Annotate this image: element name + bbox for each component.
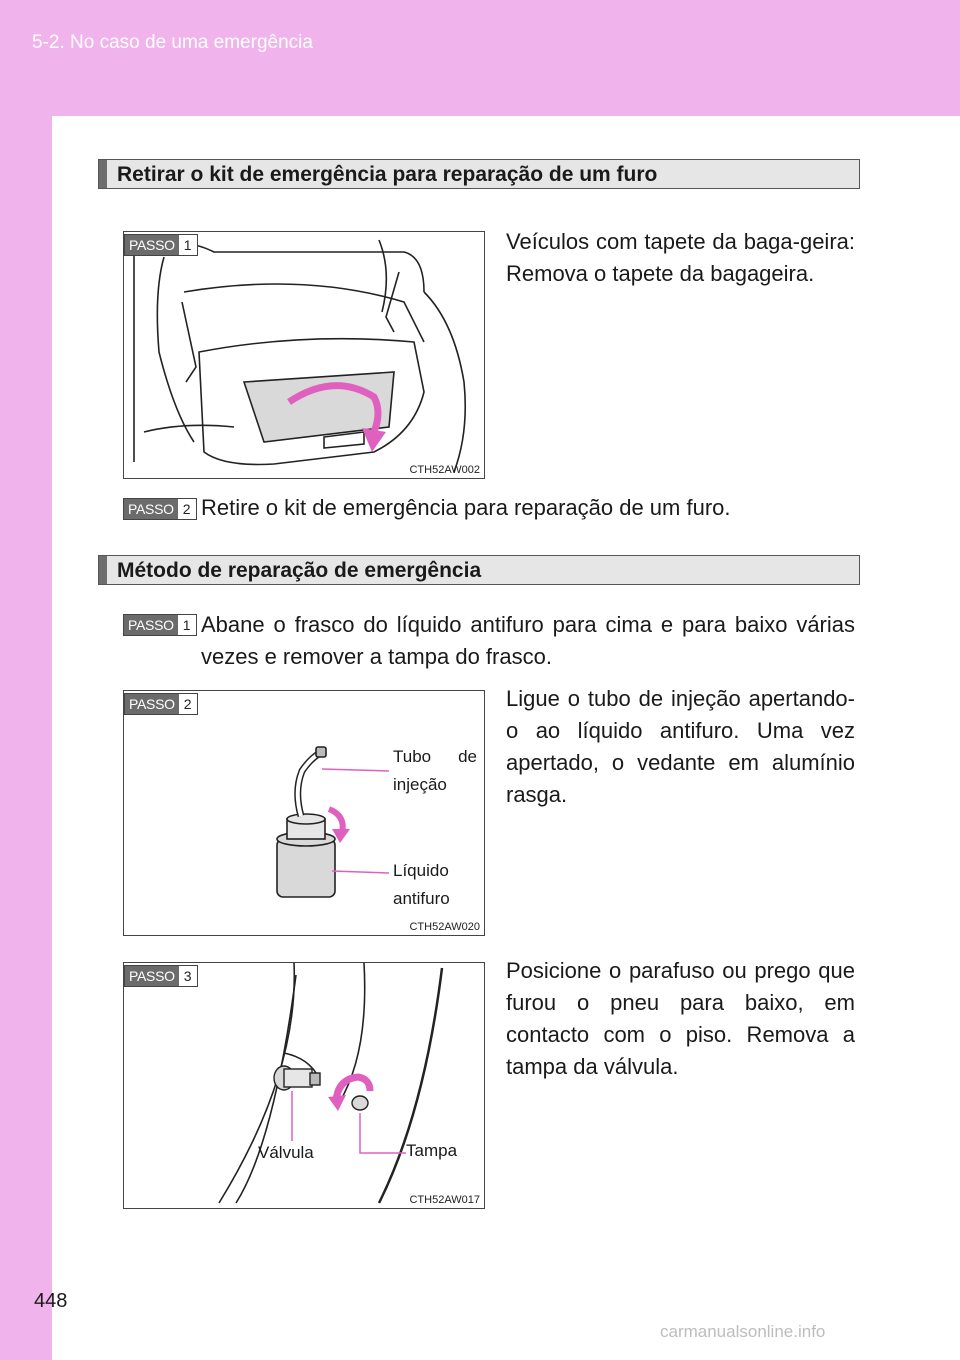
trunk-illustration: [124, 232, 485, 479]
chapter-header: 5-2. No caso de uma emergência: [32, 32, 313, 53]
figure-valve: [123, 962, 485, 1209]
page-number: 448: [34, 1290, 68, 1312]
figure-bottle: [123, 690, 485, 936]
step-badge-2: PASSO 2: [124, 693, 198, 715]
side-band: [0, 116, 52, 1360]
section-heading-kit-removal: [98, 159, 860, 189]
step-badge-3: PASSO 3: [124, 965, 198, 987]
arrowhead-icon: [328, 1095, 346, 1111]
footer-watermark: carmanualsonline.info: [660, 1322, 826, 1341]
valve-illustration: [124, 963, 485, 1209]
step-badge-1: PASSO 1: [124, 234, 198, 256]
figure-code: CTH52AW020: [409, 921, 480, 933]
figure-code: CTH52AW002: [409, 464, 480, 476]
leader-line-cap: [360, 1113, 406, 1153]
step2-text: Ligue o tubo de injeção apertando-o ao líquido antifuro. Uma vez apertado, o vedante em alumínio rasga.: [506, 686, 855, 807]
step1-text: Veículos com tapete da baga-geira: Remova o tapete da bagageira.: [506, 229, 855, 286]
section-title: Retirar o kit de emergência para reparação de um furo: [117, 163, 658, 186]
step1-text: Abane o frasco do líquido antifuro para cima e para baixo várias vezes e remover a tampa do frasco.: [201, 612, 855, 669]
step3-text: Posicione o parafuso ou prego que furou o pneu para baixo, em contacto com o piso. Remova a tampa da válvula.: [506, 958, 855, 1079]
leader-line-liquid: [332, 871, 389, 873]
label-cap: Tampa: [406, 1141, 458, 1160]
figure-trunk: [123, 231, 485, 479]
arrowhead-icon: [362, 428, 386, 452]
figure-code: CTH52AW017: [409, 1194, 480, 1206]
section-title: Método de reparação de emergência: [117, 559, 482, 582]
label-tube-line1: Tubo de: [393, 747, 477, 766]
step-badge-1: PASSO 1: [123, 614, 197, 636]
heading-bar: [99, 556, 107, 584]
step-badge-2: PASSO 2: [123, 498, 197, 520]
heading-bar: [99, 160, 107, 188]
label-valve: Válvula: [258, 1143, 314, 1162]
leader-line-tube: [322, 769, 389, 771]
header-band: [0, 0, 960, 116]
label-liquid-line1: Líquido: [393, 861, 449, 880]
label-liquid-line2: antifuro: [393, 889, 450, 908]
label-tube-line2: injeção: [393, 775, 447, 794]
step2-text: Retire o kit de emergência para reparação de um furo.: [201, 495, 731, 520]
section-heading-repair-method: [98, 555, 860, 585]
